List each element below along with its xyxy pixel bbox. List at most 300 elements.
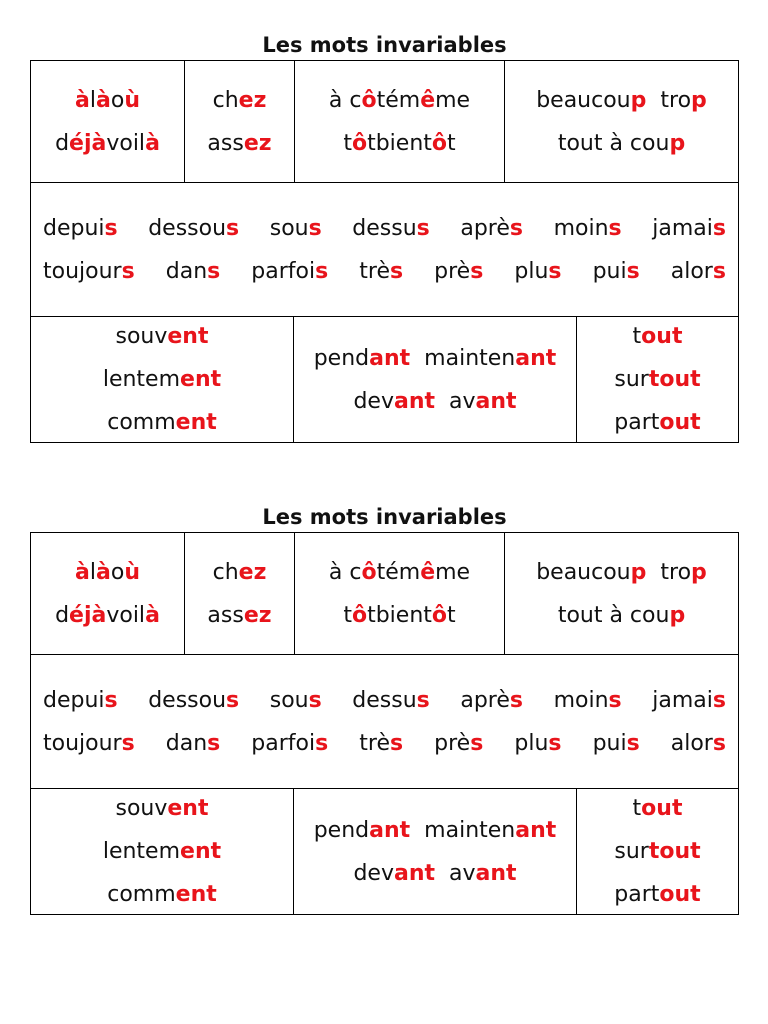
word-stem: pend: [313, 345, 370, 371]
word-line: [329, 551, 470, 594]
highlighted-letters: ù: [124, 87, 140, 113]
word-stem: dev: [353, 860, 394, 886]
highlighted-letters: s: [104, 215, 118, 241]
highlighted-letters: s: [712, 258, 726, 284]
word-line: [107, 873, 217, 916]
highlighted-letters: ez: [238, 87, 267, 113]
word-line: [307, 337, 564, 380]
highlighted-letters: s: [626, 730, 640, 756]
word-stem: souv: [115, 324, 168, 349]
word: [633, 787, 683, 830]
word: [103, 358, 221, 401]
highlighted-letters: ô: [431, 602, 448, 628]
word: [593, 722, 640, 765]
highlighted-letters: s: [509, 215, 524, 241]
word: [434, 250, 483, 293]
word: [43, 722, 135, 765]
word-stem: plu: [514, 730, 549, 756]
word-stem: té: [376, 559, 399, 585]
word-stem: dessou: [148, 687, 227, 713]
word-line: [43, 250, 726, 293]
highlighted-letters: ant: [475, 388, 517, 414]
word-stem: tout à cou: [557, 602, 670, 628]
highlighted-letters: ô: [431, 130, 448, 156]
word-cell: [31, 533, 184, 654]
table-row: [31, 61, 738, 182]
word-line: [529, 79, 714, 122]
word: [652, 207, 726, 250]
word-line: [343, 594, 455, 637]
highlighted-letters: s: [390, 730, 404, 756]
word-line: [43, 722, 726, 765]
word-stem: dan: [165, 258, 208, 284]
table-row: [31, 182, 738, 316]
word-line: [55, 122, 160, 165]
word-stem: lentem: [102, 839, 181, 864]
highlighted-letters: ô: [351, 602, 368, 628]
highlighted-letters: ant: [393, 388, 435, 414]
word-stem: sou: [269, 215, 309, 241]
word: [116, 787, 209, 830]
word-stem: mainten: [424, 817, 516, 843]
word: [251, 250, 328, 293]
highlighted-letters: ent: [175, 410, 217, 435]
highlighted-letters: s: [470, 730, 484, 756]
highlighted-letters: ant: [515, 817, 557, 843]
highlighted-letters: s: [207, 258, 221, 284]
word: [536, 79, 646, 122]
highlighted-letters: à: [95, 87, 111, 113]
word-cell: [504, 533, 738, 654]
word-table: [30, 532, 739, 915]
word-cell: [31, 183, 738, 316]
word: [424, 809, 556, 852]
word-stem: aprè: [460, 215, 510, 241]
word-stem: tout à cou: [557, 130, 670, 156]
word: [614, 358, 700, 401]
word: [399, 551, 470, 594]
highlighted-letters: p: [630, 559, 647, 585]
word-line: [529, 551, 714, 594]
word-stem: ch: [212, 559, 239, 585]
word-stem: sur: [614, 367, 649, 392]
word-stem: tro: [660, 87, 692, 113]
word-stem: m: [398, 87, 421, 113]
word-line: [346, 852, 523, 895]
highlighted-letters: p: [669, 130, 686, 156]
word-line: [213, 551, 267, 594]
word: [106, 594, 160, 637]
highlighted-letters: s: [548, 258, 562, 284]
word: [43, 207, 118, 250]
word: [148, 679, 239, 722]
word: [660, 551, 706, 594]
word-stem: part: [614, 882, 660, 907]
table-row: [31, 316, 738, 442]
word-stem: jamai: [652, 215, 713, 241]
word: [107, 873, 217, 916]
word: [449, 380, 517, 423]
highlighted-letters: à: [75, 559, 90, 585]
word-line: [614, 358, 700, 401]
word: [103, 830, 221, 873]
highlighted-letters: s: [712, 730, 726, 756]
highlighted-letters: p: [691, 87, 707, 113]
word-stem: voil: [106, 130, 146, 156]
word-line: [103, 830, 221, 873]
word-stem: t: [367, 130, 376, 156]
word-stem: me: [435, 87, 471, 113]
word-stem: dessu: [352, 687, 417, 713]
word: [75, 79, 90, 122]
word-line: [343, 122, 455, 165]
word-stem: alor: [670, 730, 713, 756]
highlighted-letters: ent: [167, 324, 209, 349]
word: [207, 594, 271, 637]
highlighted-letters: p: [669, 602, 686, 628]
word-line: [633, 787, 683, 830]
word-cell: [31, 317, 293, 442]
highlighted-letters: ant: [393, 860, 435, 886]
word-cell: [184, 533, 294, 654]
word: [359, 722, 403, 765]
word: [554, 679, 622, 722]
word: [614, 401, 700, 444]
word-cell: [31, 655, 738, 788]
word-stem: pui: [592, 730, 627, 756]
word-stem: lentem: [102, 367, 181, 392]
word-line: [346, 380, 523, 423]
word-line: [551, 594, 692, 637]
word-stem: beaucou: [536, 87, 631, 113]
word: [343, 594, 375, 637]
highlighted-letters: s: [121, 730, 135, 756]
word-stem: d: [55, 602, 70, 628]
word: [558, 122, 685, 165]
word-cell: [293, 789, 576, 914]
word: [270, 207, 322, 250]
word-stem: trè: [359, 730, 390, 756]
word-line: [116, 787, 209, 830]
word-stem: té: [376, 87, 399, 113]
word-stem: moin: [553, 215, 609, 241]
highlighted-letters: ent: [175, 882, 217, 907]
word: [90, 551, 111, 594]
word: [399, 79, 470, 122]
highlighted-letters: s: [226, 687, 240, 713]
highlighted-letters: ê: [420, 559, 436, 585]
word-stem: t: [343, 130, 352, 156]
highlighted-letters: s: [390, 258, 404, 284]
table-row: [31, 533, 738, 654]
word-line: [633, 315, 683, 358]
word-cell: [31, 789, 293, 914]
highlighted-letters: s: [315, 730, 329, 756]
word-cell: [504, 61, 738, 182]
word: [314, 809, 410, 852]
word-stem: t: [447, 602, 456, 628]
highlighted-letters: s: [626, 258, 640, 284]
word-stem: parfoi: [251, 258, 316, 284]
word: [514, 722, 561, 765]
word-line: [207, 594, 271, 637]
highlighted-letters: ant: [369, 817, 411, 843]
highlighted-letters: ê: [420, 87, 436, 113]
word-stem: d: [55, 130, 70, 156]
highlighted-letters: s: [121, 258, 135, 284]
table-row: [31, 654, 738, 788]
word: [55, 594, 106, 637]
word-stem: beaucou: [536, 559, 631, 585]
word: [352, 207, 429, 250]
word: [449, 852, 517, 895]
word-stem: voil: [106, 602, 146, 628]
card-title: Les mots invariables: [262, 33, 507, 57]
word: [111, 79, 140, 122]
highlighted-letters: à: [95, 559, 111, 585]
word-stem: o: [110, 559, 125, 585]
word-stem: o: [110, 87, 125, 113]
word: [376, 122, 456, 165]
word: [434, 722, 483, 765]
word-card-2: [30, 502, 739, 915]
word-stem: depui: [43, 687, 105, 713]
highlighted-letters: s: [207, 730, 221, 756]
highlighted-letters: s: [509, 687, 524, 713]
highlighted-letters: tout: [648, 839, 701, 864]
word-stem: t: [632, 796, 642, 821]
word-line: [307, 809, 564, 852]
word: [652, 679, 726, 722]
word-stem: dan: [165, 730, 208, 756]
word: [554, 207, 622, 250]
highlighted-letters: ez: [238, 559, 267, 585]
word: [207, 122, 271, 165]
highlighted-letters: à: [75, 87, 90, 113]
highlighted-letters: s: [712, 687, 726, 713]
highlighted-letters: s: [416, 215, 430, 241]
word: [43, 679, 118, 722]
word: [614, 830, 700, 873]
card-title: Les mots invariables: [262, 505, 507, 529]
word: [352, 679, 429, 722]
word-stem: souv: [115, 796, 168, 821]
word: [329, 79, 399, 122]
highlighted-letters: out: [659, 882, 701, 907]
word-stem: dessou: [148, 215, 227, 241]
highlighted-letters: ant: [475, 860, 517, 886]
word-stem: me: [435, 559, 471, 585]
word: [660, 79, 706, 122]
word: [116, 315, 209, 358]
word: [251, 722, 328, 765]
highlighted-letters: ô: [361, 559, 377, 585]
word-line: [43, 207, 726, 250]
word-cell: [576, 317, 738, 442]
word-stem: toujour: [43, 730, 122, 756]
word: [43, 250, 135, 293]
word-table: [30, 60, 739, 443]
word: [329, 551, 399, 594]
word-stem: aprè: [460, 687, 510, 713]
word-stem: plu: [514, 258, 549, 284]
word-stem: toujour: [43, 258, 122, 284]
word: [558, 594, 685, 637]
highlighted-letters: s: [712, 215, 726, 241]
highlighted-letters: ent: [180, 367, 222, 392]
word: [460, 207, 523, 250]
word-line: [75, 79, 140, 122]
highlighted-letters: s: [548, 730, 562, 756]
word-line: [551, 122, 692, 165]
word-stem: bient: [375, 130, 432, 156]
word: [424, 337, 556, 380]
word-stem: part: [614, 410, 660, 435]
highlighted-letters: p: [691, 559, 707, 585]
word-line: [213, 79, 267, 122]
word-stem: à c: [328, 559, 362, 585]
word-stem: depui: [43, 215, 105, 241]
highlighted-letters: out: [659, 410, 701, 435]
word-line: [103, 358, 221, 401]
word: [90, 79, 111, 122]
word: [166, 250, 221, 293]
highlighted-letters: à: [145, 130, 160, 156]
word-line: [43, 679, 726, 722]
word-stem: comm: [107, 882, 176, 907]
highlighted-letters: ez: [243, 130, 272, 156]
word: [536, 551, 646, 594]
highlighted-letters: tout: [648, 367, 701, 392]
highlighted-letters: s: [226, 215, 240, 241]
word-stem: av: [449, 860, 476, 886]
word-stem: trè: [359, 258, 390, 284]
word-stem: sou: [269, 687, 309, 713]
highlighted-letters: s: [308, 215, 322, 241]
word: [671, 722, 726, 765]
highlighted-letters: s: [315, 258, 329, 284]
word-card-1: [30, 30, 739, 443]
word-cell: [576, 789, 738, 914]
word: [106, 122, 160, 165]
word: [671, 250, 726, 293]
word-cell: [294, 533, 504, 654]
word: [75, 551, 90, 594]
word-stem: prè: [434, 730, 471, 756]
word-stem: pui: [592, 258, 627, 284]
word: [353, 852, 435, 895]
highlighted-letters: s: [104, 687, 118, 713]
table-row: [31, 788, 738, 914]
word: [353, 380, 435, 423]
word-stem: pend: [313, 817, 370, 843]
highlighted-letters: ô: [361, 87, 377, 113]
highlighted-letters: ent: [180, 839, 222, 864]
word-stem: l: [89, 559, 96, 585]
word: [270, 679, 322, 722]
word-stem: dessu: [352, 215, 417, 241]
highlighted-letters: out: [641, 324, 683, 349]
word-line: [329, 79, 470, 122]
word: [314, 337, 410, 380]
word-line: [614, 401, 700, 444]
highlighted-letters: éjà: [69, 602, 107, 628]
word: [148, 207, 239, 250]
highlighted-letters: p: [630, 87, 647, 113]
word-stem: sur: [614, 839, 649, 864]
word-cell: [31, 61, 184, 182]
highlighted-letters: s: [608, 687, 622, 713]
highlighted-letters: s: [608, 215, 622, 241]
word: [593, 250, 640, 293]
word: [166, 722, 221, 765]
word: [633, 315, 683, 358]
highlighted-letters: ô: [351, 130, 368, 156]
word: [343, 122, 375, 165]
word: [107, 401, 217, 444]
word-stem: tro: [660, 559, 692, 585]
word-stem: ch: [212, 87, 239, 113]
word-stem: ass: [207, 130, 244, 156]
word-stem: t: [632, 324, 642, 349]
highlighted-letters: s: [416, 687, 430, 713]
word-line: [75, 551, 140, 594]
word-stem: comm: [107, 410, 176, 435]
word: [359, 250, 403, 293]
word-stem: mainten: [424, 345, 516, 371]
highlighted-letters: ù: [124, 559, 140, 585]
word-stem: moin: [553, 687, 609, 713]
word-line: [116, 315, 209, 358]
word-cell: [184, 61, 294, 182]
word: [213, 551, 267, 594]
word-line: [207, 122, 271, 165]
highlighted-letters: ant: [515, 345, 557, 371]
word-stem: dev: [353, 388, 394, 414]
word-stem: av: [449, 388, 476, 414]
word-line: [107, 401, 217, 444]
word-stem: l: [89, 87, 96, 113]
word-line: [614, 873, 700, 916]
word-stem: parfoi: [251, 730, 316, 756]
highlighted-letters: ez: [243, 602, 272, 628]
word: [460, 679, 523, 722]
word-cell: [294, 61, 504, 182]
highlighted-letters: s: [470, 258, 484, 284]
highlighted-letters: ant: [369, 345, 411, 371]
highlighted-letters: à: [145, 602, 160, 628]
word-stem: t: [447, 130, 456, 156]
highlighted-letters: s: [308, 687, 322, 713]
word-stem: prè: [434, 258, 471, 284]
word: [55, 122, 106, 165]
word-stem: à c: [328, 87, 362, 113]
word: [514, 250, 561, 293]
word: [213, 79, 267, 122]
word-line: [55, 594, 160, 637]
word-stem: m: [398, 559, 421, 585]
word-stem: bient: [375, 602, 432, 628]
word-stem: jamai: [652, 687, 713, 713]
word-line: [614, 830, 700, 873]
word-stem: t: [343, 602, 352, 628]
word-cell: [293, 317, 576, 442]
word: [111, 551, 140, 594]
highlighted-letters: out: [641, 796, 683, 821]
word-stem: alor: [670, 258, 713, 284]
highlighted-letters: ent: [167, 796, 209, 821]
word-stem: ass: [207, 602, 244, 628]
